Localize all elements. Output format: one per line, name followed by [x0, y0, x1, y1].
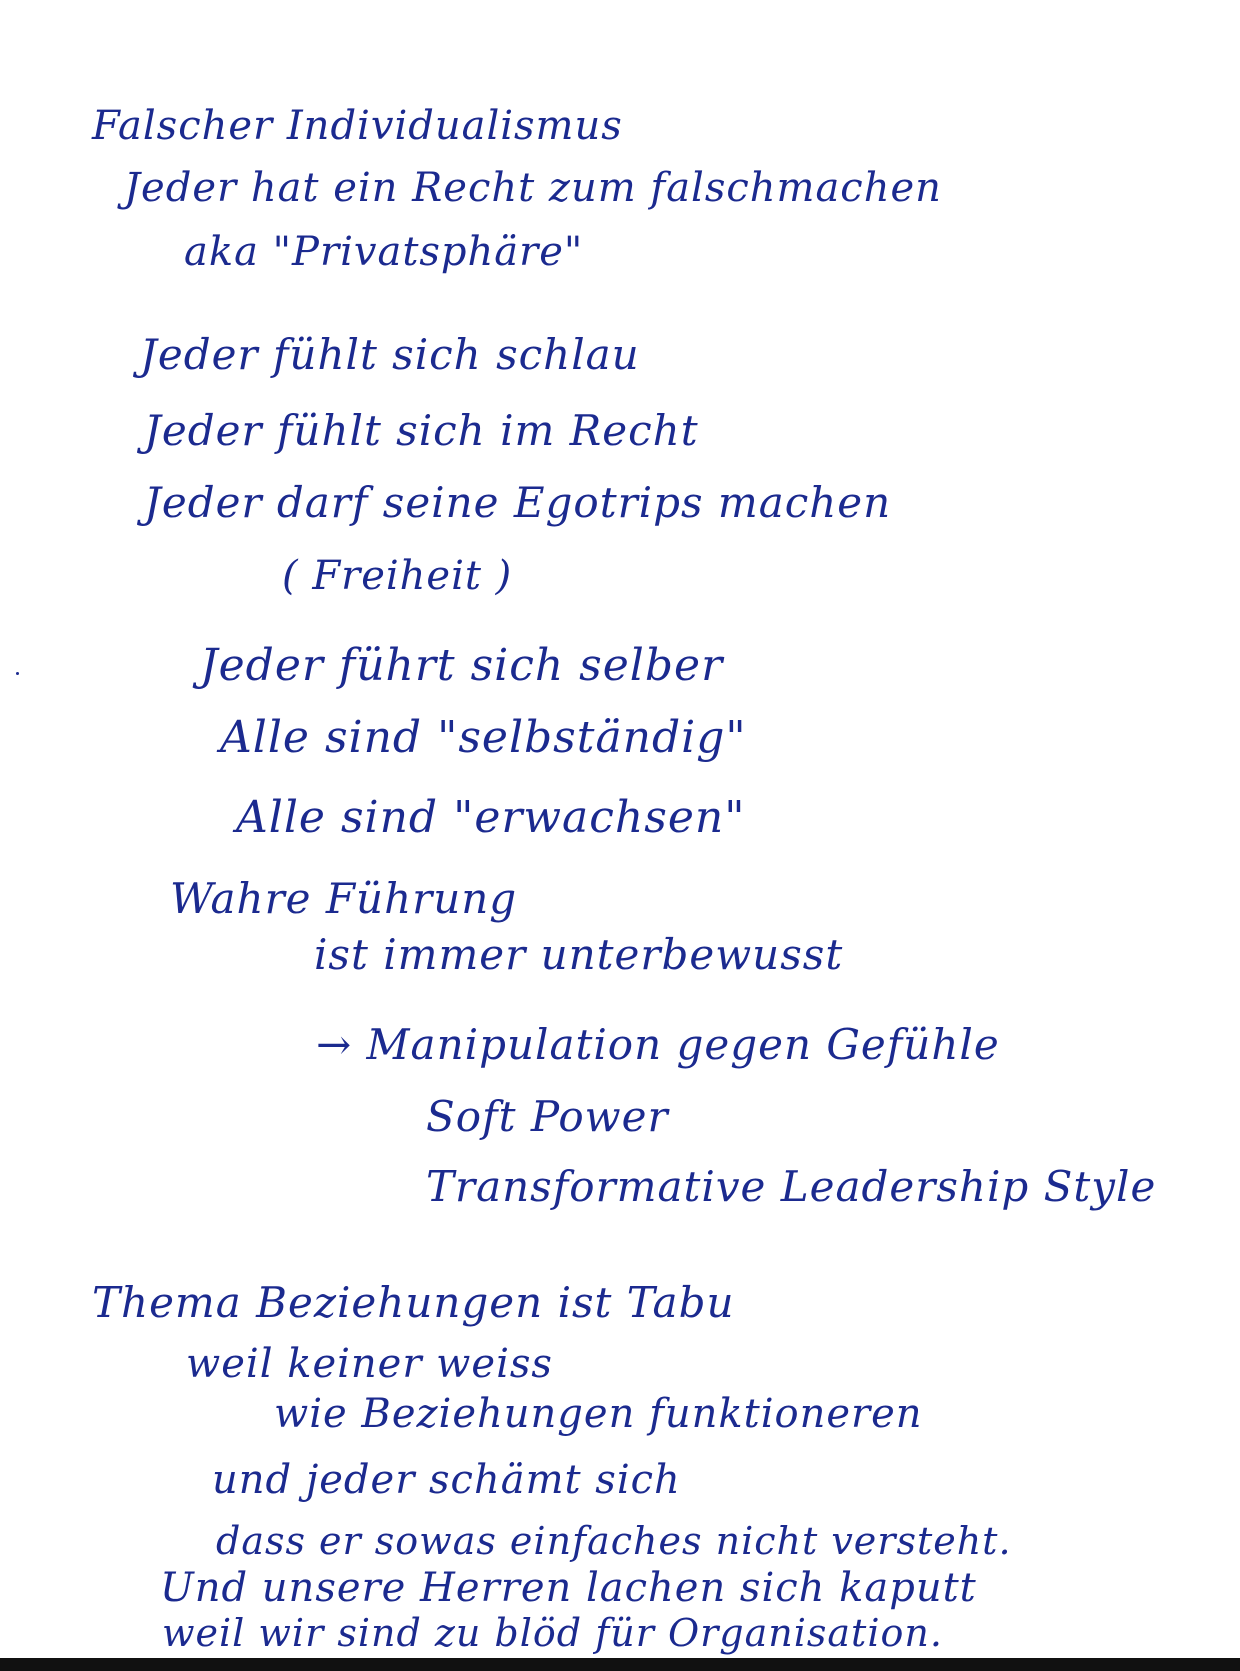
note-line: Transformative Leadership Style	[426, 1162, 1157, 1211]
ink-speck	[16, 672, 19, 675]
note-line: Jeder fühlt sich schlau	[140, 330, 640, 379]
note-line: Jeder fühlt sich im Recht	[144, 406, 699, 455]
note-line: Jeder darf seine Egotrips machen	[144, 478, 892, 527]
note-line: aka "Privatsphäre"	[184, 229, 584, 275]
note-line: Wahre Führung	[170, 874, 518, 923]
note-line: Alle sind "selbständig"	[220, 712, 747, 763]
note-line: weil keiner weiss	[186, 1341, 553, 1387]
note-line: und jeder schämt sich	[212, 1457, 681, 1503]
note-line-title: Falscher Individualismus	[92, 103, 623, 149]
note-line: Thema Beziehungen ist Tabu	[92, 1278, 735, 1327]
note-line: Und unsere Herren lachen sich kaputt	[160, 1565, 977, 1611]
note-line: Alle sind "erwachsen"	[236, 792, 746, 843]
note-line: Jeder hat ein Recht zum falschmachen	[124, 165, 942, 211]
note-line: dass er sowas einfaches nicht versteht.	[216, 1519, 1012, 1563]
note-line: ( Freiheit )	[282, 553, 513, 599]
note-line: → Manipulation gegen Gefühle	[316, 1020, 1000, 1069]
note-line: weil wir sind zu blöd für Organisation.	[162, 1611, 943, 1655]
note-line: wie Beziehungen funktioneren	[274, 1391, 923, 1437]
note-line: Soft Power	[426, 1092, 669, 1141]
scan-bottom-edge	[0, 1658, 1240, 1671]
note-line: ist immer unterbewusst	[314, 930, 844, 979]
note-line: Jeder führt sich selber	[200, 640, 724, 691]
